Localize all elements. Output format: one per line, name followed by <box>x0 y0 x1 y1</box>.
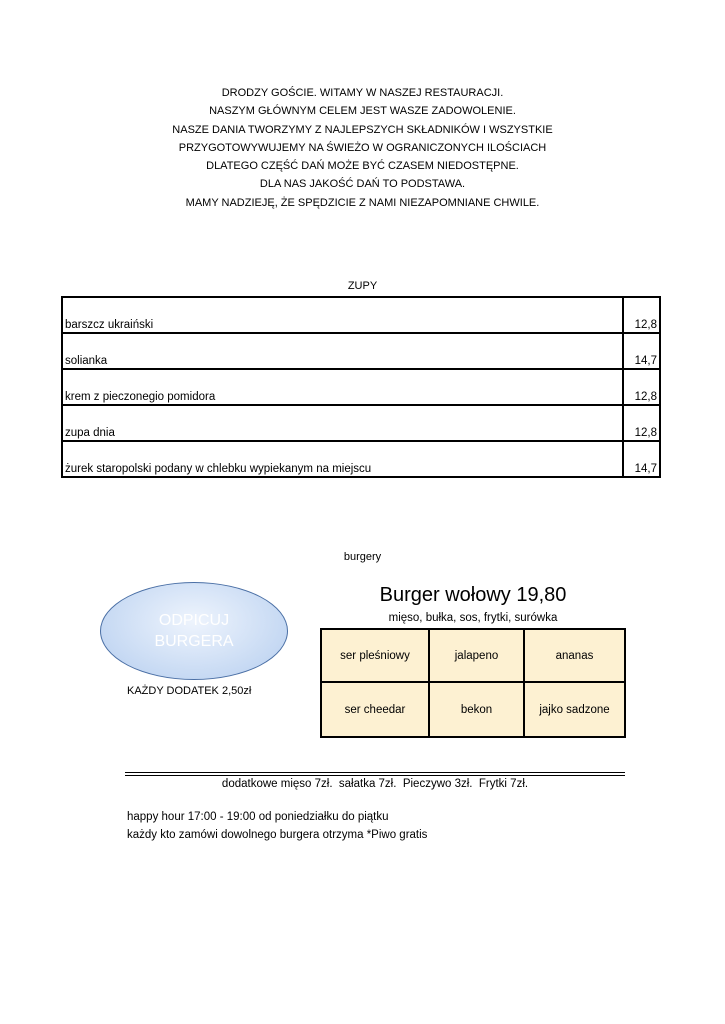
intro-text <box>0 84 725 212</box>
soup-name: barszcz ukraiński <box>65 319 154 331</box>
soup-price: 12,8 <box>634 319 657 331</box>
topping-cell: ser pleśniowy <box>322 630 430 683</box>
addon-price-note: KAŻDY DODATEK 2,50zł <box>127 685 252 697</box>
soup-price: 14,7 <box>634 463 657 475</box>
burgers-section-title: burgery <box>343 551 382 563</box>
intro-line: DLA NAS JAKOŚĆ DAŃ TO PODSTAWA. <box>259 178 466 191</box>
price-cell <box>622 370 659 404</box>
table-row <box>63 406 659 442</box>
divider <box>125 775 625 776</box>
price-cell <box>622 442 659 476</box>
oval-line: ODPICUJ <box>158 612 230 629</box>
extras-prices: dodatkowe mięso 7zł. sałatka 7zł. Pieczywo 3zł. Frytki 7zł. <box>221 778 529 790</box>
intro-line: NASZE DANIA TWORZYMY Z NAJLEPSZYCH SKŁADNIKÓW I WSZYSTKIE <box>172 123 553 136</box>
price-cell <box>622 334 659 368</box>
soup-name: solianka <box>65 355 108 367</box>
divider <box>125 772 625 773</box>
price-cell <box>622 406 659 440</box>
table-row <box>63 298 659 334</box>
intro-line: MAMY NADZIEJĘ, ŻE SPĘDZICIE Z NAMI NIEZAPOMNIANE CHWILE. <box>185 196 540 209</box>
customize-burger-oval <box>100 582 288 680</box>
intro-line: DRODZY GOŚCIE. WITAMY W NASZEJ RESTAURACJI. <box>221 87 504 99</box>
topping-cell: jajko sadzone <box>539 703 610 716</box>
table-row <box>63 370 659 406</box>
table-row <box>63 442 659 476</box>
topping-cell: ser cheedar <box>322 683 430 736</box>
intro-line: PRZYGOTOWYWUJEMY NA ŚWIEŻO W OGRANICZONYCH ILOŚCIACH <box>178 141 547 154</box>
table-row <box>63 334 659 370</box>
intro-line: NASZYM GŁÓWNYM CELEM JEST WASZE ZADOWOLENIE. <box>209 105 516 118</box>
happy-hour-line: happy hour 17:00 - 19:00 od poniedziałku do piątku <box>127 811 389 823</box>
soups-section-title: ZUPY <box>347 280 378 292</box>
topping-cell: ananas <box>525 630 624 683</box>
soup-name: żurek staropolski podany w chlebku wypiekanym na miejscu <box>65 463 372 475</box>
burger-description: mięso, bułka, sos, frytki, surówka <box>388 612 558 624</box>
topping-cell: jalapeno <box>430 630 525 683</box>
toppings-grid <box>320 628 626 738</box>
intro-line: DLATEGO CZĘŚĆ DAŃ MOŻE BYĆ CZASEM NIEDOSTĘPNE. <box>206 160 519 173</box>
burger-title: Burger wołowy 19,80 <box>379 584 567 606</box>
soups-table <box>61 296 661 478</box>
soup-name: krem z pieczonegio pomidora <box>65 391 216 403</box>
price-cell <box>622 298 659 332</box>
soup-price: 12,8 <box>634 427 657 439</box>
soup-name: zupa dnia <box>65 427 115 439</box>
happy-hour-promo: każdy kto zamówi dowolnego burgera otrzyma *Piwo gratis <box>127 829 428 841</box>
topping-cell: bekon <box>430 683 525 736</box>
soup-price: 12,8 <box>634 391 657 403</box>
oval-line: BURGERA <box>154 633 234 650</box>
soup-price: 14,7 <box>634 355 657 367</box>
